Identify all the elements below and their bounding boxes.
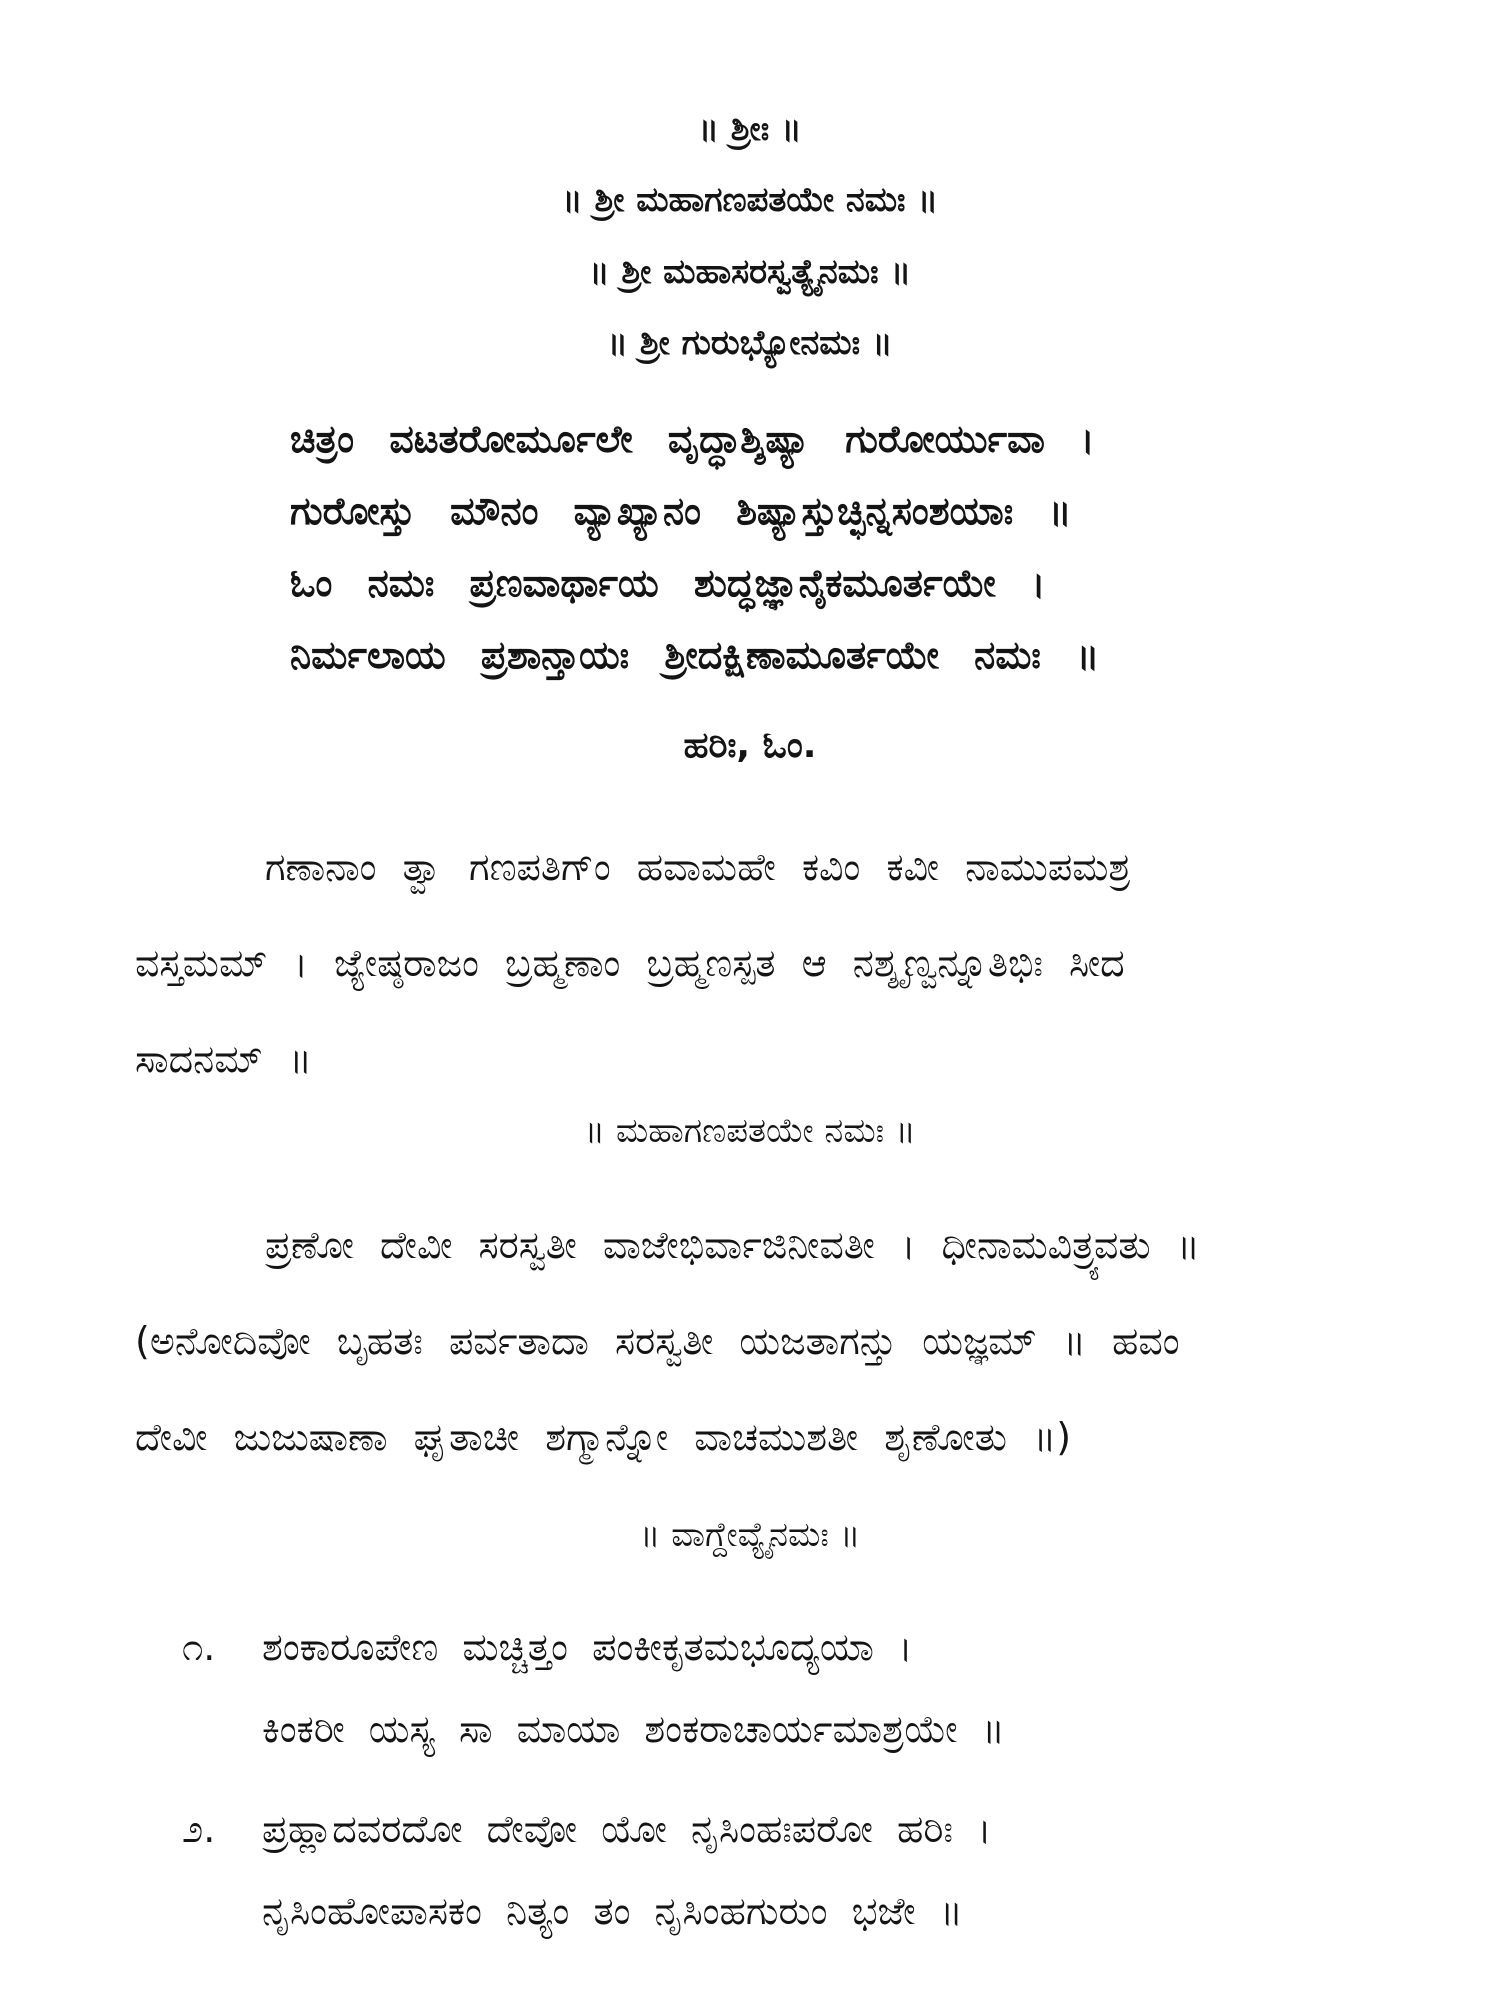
saraswati-mantra-line-3: ದೇವೀ ಜುಜುಷಾಣಾ ಘೃತಾಚೀ ಶಗ್ಮಾನ್ನೋ ವಾಚಮುಶತೀ ಶೃಣೋತು ॥) — [135, 1415, 1072, 1459]
saraswati-mantra-line-1: ಪ್ರಣೋ ದೇವೀ ಸರಸ್ವತೀ ವಾಜೇಭಿರ್ವಾಜಿನೀವತೀ । ಧೀನಾಮವಿತ್ರ್ಯವತು ॥ — [265, 1223, 1200, 1267]
ganapati-mantra-line-1: ಗಣಾನಾಂ ತ್ವಾ ಗಣಪತಿಗ್ಂ ಹವಾಮಹೇ ಕವಿಂ ಕವೀ ನಾಮುಪಮಶ್ರ — [265, 845, 1131, 889]
shloka-line-1: ಚಿತ್ರಂ ವಟತರೋರ್ಮೂಲೇ ವೃದ್ಧಾಶ್ಶಿಷ್ಯಾ ಗುರೋರ್ಯುವಾ । — [290, 417, 1095, 461]
verse-1-number: ೧. — [182, 1625, 216, 1669]
verse-1-line-1: ಶಂಕಾರೂಪೇಣ ಮಚ್ಚಿತ್ತಂ ಪಂಕೀಕೃತಮಭೂದ್ಯಯಾ । — [262, 1625, 913, 1669]
verse-2-number: ೨. — [182, 1807, 216, 1851]
shloka-line-2: ಗುರೋಸ್ತು ಮೌನಂ ವ್ಯಾಖ್ಯಾನಂ ಶಿಷ್ಯಾಸ್ತುಚ್ಛಿನ್ನಸಂಶಯಾಃ ॥ — [290, 489, 1072, 533]
ganapati-mantra-line-2: ವಸ್ತಮಮ್ । ಜ್ಯೇಷ್ಠರಾಜಂ ಬ್ರಹ್ಮಣಾಂ ಬ್ರಹ್ಮಣಸ್ಪತ ಆ ನಶ್ಶೃಣ್ವನ್ನೂತಿಭಿಃ ಸೀದ — [135, 941, 1125, 985]
header-saraswati: ॥ ಶ್ರೀ ಮಹಾಸರಸ್ವತ್ಯೈನಮಃ ॥ — [588, 252, 912, 292]
header-ganapati: ॥ ಶ್ರೀ ಮಹಾಗಣಪತಯೇ ನಮಃ ॥ — [561, 180, 939, 220]
verse-2-line-1: ಪ್ರಹ್ಲಾದವರದೋ ದೇವೋ ಯೋ ನೃಸಿಂಹಃಪರೋ ಹರಿಃ । — [262, 1807, 992, 1851]
saraswati-section-title: ॥ ವಾಗ್ದೇವ್ಯೈನಮಃ ॥ — [639, 1515, 861, 1555]
shloka-line-4: ನಿರ್ಮಲಾಯ ಪ್ರಶಾನ್ತಾಯಃ ಶ್ರೀದಕ್ಷಿಣಾಮೂರ್ತಯೇ ನಮಃ ॥ — [290, 633, 1100, 677]
ganapati-section-title: ॥ ಮಹಾಗಣಪತಯೇ ನಮಃ ॥ — [584, 1111, 916, 1151]
verse-1-line-2: ಕಿಂಕರೀ ಯಸ್ಯ ಸಾ ಮಾಯಾ ಶಂಕರಾಚಾರ್ಯಮಾಶ್ರಯೇ ॥ — [262, 1707, 1005, 1751]
header-shrih: ॥ ಶ್ರೀಃ ॥ — [698, 109, 802, 149]
header-guru: ॥ ಶ್ರೀ ಗುರುಭ್ಯೋನಮಃ ॥ — [607, 323, 893, 363]
shloka-line-3: ಓಂ ನಮಃ ಪ್ರಣವಾರ್ಥಾಯ ಶುದ್ಧಜ್ಞಾನೈಕಮೂರ್ತಯೇ । — [290, 561, 1046, 605]
hari-om: ಹರಿಃ, ಓಂ. — [683, 725, 817, 766]
saraswati-mantra-line-2: (ಅನೋದಿವೋ ಬೃಹತಃ ಪರ್ವತಾದಾ ಸರಸ್ವತೀ ಯಜತಾಗನ್ತು ಯಜ್ಞಮ್ ॥ ಹವಂ — [135, 1319, 1180, 1363]
ganapati-mantra-line-3: ಸಾದನಮ್ ॥ — [135, 1037, 312, 1081]
verse-2-line-2: ನೃಸಿಂಹೋಪಾಸಕಂ ನಿತ್ಯಂ ತಂ ನೃಸಿಂಹಗುರುಂ ಭಜೇ ॥ — [262, 1889, 963, 1933]
